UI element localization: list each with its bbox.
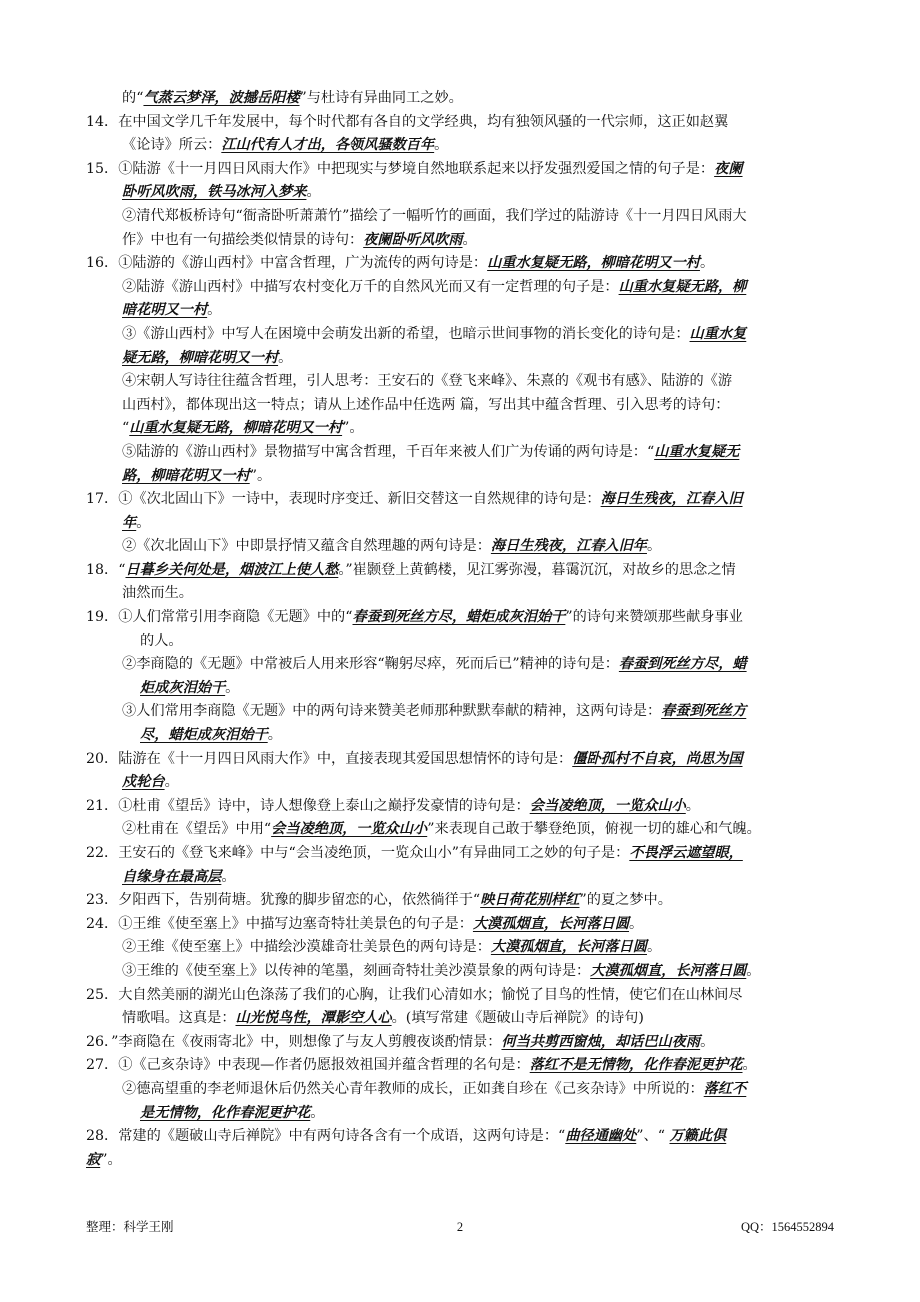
answer-text: 自缘身在最高层	[122, 868, 222, 885]
answer-text: 映日荷花别样红	[480, 892, 580, 909]
question-text: 。	[646, 939, 662, 956]
question-text: ”与杜诗有异曲同工之妙。	[299, 90, 463, 106]
question-text: ③人们常用李商隐《无题》中的两句诗来赞美老师那种默默奉献的精神，这两句诗是：	[122, 703, 662, 720]
question-text: 。”崔颢登上黄鹤楼，见江雾弥漫，暮霭沉沉，对故乡的思念之情	[338, 561, 736, 578]
question-text: ②杜甫在《望岳》中用“	[122, 821, 272, 838]
answer-text: 海日生残夜，江春入旧年	[490, 538, 647, 555]
text-line	[86, 559, 834, 583]
text-line	[86, 842, 834, 866]
answer-text: 卧听风吹雨，铁马冰河入梦来	[122, 184, 307, 201]
text-line	[86, 984, 834, 1008]
question-text: 。	[221, 868, 236, 885]
question-text: 《论诗》所云：	[122, 137, 222, 154]
answer-text: 炬成灰泪始干	[140, 679, 226, 696]
answer-text: 何当共剪西窗烛，却话巴山夜雨	[501, 1033, 701, 1050]
question-text: 。	[700, 1033, 715, 1050]
answer-text: 会当凌绝顶，一览众山小	[271, 821, 428, 838]
answer-text: 海日生残夜，江春入旧	[600, 491, 743, 508]
question-text: 。	[164, 774, 179, 791]
text-line	[86, 488, 834, 512]
text-line	[86, 465, 834, 489]
answer-text: 不畏浮云遮望眼，	[629, 845, 743, 861]
answer-text: 疑无路，柳暗花明又一村	[122, 349, 279, 366]
text-line	[86, 795, 834, 819]
question-text: 。	[646, 538, 662, 555]
question-text: ②陆游《游山西村》中描写农村变化万千的自然风光而又有一定哲理的句子是：	[122, 278, 619, 295]
question-text: 。	[207, 302, 222, 319]
question-text: 的“	[122, 90, 144, 106]
text-line	[86, 960, 834, 984]
text-line	[86, 1149, 834, 1173]
question-text: ”。	[249, 467, 272, 484]
question-text: 作》中也有一句描绘类似情景的诗句：	[122, 231, 364, 248]
answer-text: 尽，蜡炬成灰泪始干	[140, 727, 268, 744]
question-text: 。	[742, 1057, 757, 1074]
answer-text: 大漠孤烟直，长河落日圆	[490, 939, 647, 956]
question-text: 17．①《次北固山下》一诗中，表现时序变迁、新旧交替这一自然规律的诗句是：	[86, 491, 601, 508]
answer-text: 夜阑卧听风吹雨	[363, 231, 463, 248]
text-line	[86, 866, 834, 890]
question-text: 18．“	[86, 561, 126, 578]
text-line	[86, 700, 834, 724]
question-text: 19．①人们常常引用李商隐《无题》中的“	[86, 609, 353, 626]
answer-text: 路，柳暗花明又一村	[122, 467, 250, 484]
question-text: 。	[746, 962, 761, 979]
question-text: 。	[306, 184, 321, 201]
answer-text: 会当凌绝顶，一览众山小	[529, 797, 686, 814]
text-line	[86, 252, 834, 276]
question-text: ②德高望重的李老师退休后仍然关心青年教师的成长，正如龚自珍在《己亥杂诗》中所说的：	[122, 1080, 704, 1097]
answer-text: 万籁此俱	[669, 1128, 727, 1145]
answer-text: 春蚕到死丝方尽，蜡炬成灰泪始干	[352, 609, 566, 626]
text-line	[86, 1007, 834, 1031]
answer-text: 春蚕到死丝方尽，蜡	[618, 656, 747, 673]
text-line	[86, 936, 834, 960]
question-text: 。(填写常建《题破山寺后禅院》的诗句)	[391, 1010, 644, 1027]
text-line	[86, 205, 834, 229]
text-line	[86, 181, 834, 205]
answer-text: 夜阑	[714, 160, 743, 177]
text-line	[86, 394, 834, 418]
text-line	[86, 748, 834, 772]
answer-text: 山重水复疑无	[654, 443, 740, 460]
question-text: “	[122, 420, 130, 437]
question-text: 的人。	[140, 632, 183, 649]
question-text: 23．夕阳西下，告别荷塘。犹豫的脚步留恋的心，依然徜徉于“	[86, 892, 481, 909]
answer-text: 落红不是无情物，化作春泥更护花	[529, 1057, 743, 1074]
text-line	[86, 441, 834, 465]
answer-text: 山重水复疑无路，柳暗花明又一村	[487, 255, 700, 272]
answer-text: 山光悦鸟性，潭影空人心	[235, 1010, 392, 1027]
text-line	[86, 370, 834, 394]
question-text: 。	[278, 349, 293, 366]
question-text: ②李商隐的《无题》中常被后人用来形容“鞠躬尽瘁，死而后已”精神的诗句是：	[122, 656, 619, 673]
question-text: 26．”李商隐在《夜雨寄北》中，则想像了与友人剪艘夜谈酌情景：	[86, 1033, 502, 1050]
answer-text: 春蚕到死丝方	[661, 703, 747, 720]
footer-contact: QQ：1564552894	[740, 1220, 834, 1234]
question-text: ④宋朝人写诗往往蕴含哲理，引人思考：王安石的《登飞来峰》、朱熹的《观书有感》、陆游的《游	[122, 373, 733, 390]
text-line	[86, 582, 834, 606]
question-text: 22．王安石的《登飞来峰》中与“会当凌绝顶，一览众山小”有异曲同工之妙的句子是：	[86, 845, 630, 861]
question-text: 。	[136, 514, 151, 531]
question-text: 。	[685, 797, 700, 814]
text-line	[86, 913, 834, 937]
answer-text: 日暮乡关何处是，烟波江上使人愁	[125, 561, 339, 578]
answer-text: 山重水复疑无路，柳	[618, 278, 747, 295]
text-line	[86, 1125, 834, 1149]
question-text: 21．①杜甫《望岳》诗中，诗人想像登上泰山之巅抒发豪情的诗句是：	[86, 797, 530, 814]
text-line	[86, 630, 834, 654]
text-line	[86, 134, 834, 158]
answer-text: 暗花明又一村	[122, 302, 208, 319]
text-line	[86, 158, 834, 182]
answer-text: 江山代有人才出，各领风骚数百年	[221, 137, 435, 154]
question-text: ”的诗句来赞颂那些献身事业	[565, 609, 743, 626]
text-line	[86, 1054, 834, 1078]
question-text: ”、“	[636, 1128, 670, 1145]
text-line	[86, 535, 834, 559]
text-line	[86, 276, 834, 300]
question-text: ③《游山西村》中写人在困境中会萌发出新的希望，也暗示世间事物的消长变化的诗句是：	[122, 325, 690, 342]
text-line	[86, 677, 834, 701]
question-text: ⑤陆游的《游山西村》景物描写中寓含哲理，千百年来被人们广为传诵的两句诗是：“	[122, 443, 655, 460]
question-text: 。	[267, 727, 282, 744]
question-text: ”。	[342, 420, 364, 437]
answer-text: 年	[122, 514, 137, 531]
question-text: 25．大自然美丽的湖光山色涤荡了我们的心胸，让我们心清如水；愉悦了目鸟的性情，使它们在山林间尽	[86, 986, 743, 1003]
text-line	[86, 87, 834, 111]
footer-author: 整理：科学王刚	[86, 1219, 174, 1234]
question-text: 。	[462, 231, 477, 248]
text-line	[86, 417, 834, 441]
question-text: 14．在中国文学几千年发展中，每个时代都有各自的文学经典，均有独领风骚的一代宗师，这正如赵翼	[86, 113, 729, 130]
question-text: 27．①《己亥杂诗》中表现—作者仍愿报效祖国并蕴含哲理的名句是：	[86, 1057, 530, 1074]
question-text: 15．①陆游《十一月四日风雨大作》中把现实与梦境自然地联系起来以抒发强烈爱国之情的句子是：	[86, 160, 715, 177]
answer-text: 大漠孤烟直，长河落日圆	[472, 915, 630, 932]
question-text: ”来表现自己敢于攀登绝顶，俯视一切的雄心和气魄。	[427, 821, 761, 838]
text-line	[86, 1102, 834, 1126]
text-line	[86, 606, 834, 630]
question-text: 。	[434, 137, 449, 154]
question-text: 28．常建的《题破山寺后禅院》中有两句诗各含有一个成语，这两句诗是：“	[86, 1128, 566, 1145]
text-line	[86, 512, 834, 536]
answer-text: 是无情物，化作春泥更护花	[140, 1104, 311, 1121]
answer-text: 僵卧孤村不自哀，尚思为国	[572, 750, 743, 767]
answer-text: 戍轮台	[122, 774, 165, 791]
text-line	[86, 1078, 834, 1102]
answer-text: 曲径通幽处	[565, 1128, 637, 1145]
question-text: 24．①王维《使至塞上》中描写边塞奇特壮美景色的句子是：	[86, 915, 473, 932]
question-text: ”。	[100, 1151, 122, 1168]
page-number: 2	[456, 1220, 464, 1234]
answer-text: 山重水复疑无路，柳暗花明又一村	[129, 420, 343, 437]
question-text: 20．陆游在《十一月四日风雨大作》中，直接表现其爱国思想情怀的诗句是：	[86, 750, 573, 767]
document-body	[86, 87, 834, 1172]
text-line	[86, 818, 834, 842]
question-text: ”的夏之梦中。	[579, 892, 672, 909]
text-line	[86, 1031, 834, 1055]
answer-text: 气蒸云梦泽，波撼岳阳楼	[143, 90, 300, 106]
text-line	[86, 229, 834, 253]
question-text: 。	[629, 915, 644, 932]
text-line	[86, 889, 834, 913]
question-text: 山西村》，都体现出这一特点；请从上述作品中任选两 篇，写出其中蕴含哲理、引入思考的诗句：	[122, 396, 730, 413]
question-text: 。	[699, 255, 715, 272]
text-line	[86, 323, 834, 347]
question-text: 油然而生。	[122, 585, 193, 602]
text-line	[86, 771, 834, 795]
question-text: 。	[225, 679, 240, 696]
question-text: ③王维的《使至塞上》以传神的笔墨，刻画奇特壮美沙漠景象的两句诗是：	[122, 962, 591, 979]
question-text: ②王维《使至塞上》中描绘沙漠雄奇壮美景色的两句诗是：	[122, 939, 491, 956]
answer-text: 寂	[86, 1151, 101, 1168]
text-line	[86, 653, 834, 677]
question-text: ②清代郑板桥诗句“衙斋卧听萧萧竹”描绘了一幅听竹的画面，我们学过的陆游诗《十一月四日风雨大	[122, 207, 747, 224]
text-line	[86, 724, 834, 748]
text-line	[86, 299, 834, 323]
answer-text: 落红不	[703, 1080, 747, 1097]
answer-text: 大漠孤烟直，长河落日圆	[590, 962, 747, 979]
question-text: 。	[310, 1104, 325, 1121]
text-line	[86, 111, 834, 135]
question-text: ②《次北固山下》中即景抒情又蕴含自然理趣的两句诗是：	[122, 538, 491, 555]
question-text: 情歌唱。这真是：	[122, 1010, 236, 1027]
question-text: 16．①陆游的《游山西村》中富含哲理，广为流传的两句诗是：	[86, 255, 488, 272]
text-line	[86, 347, 834, 371]
answer-text: 山重水复	[689, 325, 747, 342]
